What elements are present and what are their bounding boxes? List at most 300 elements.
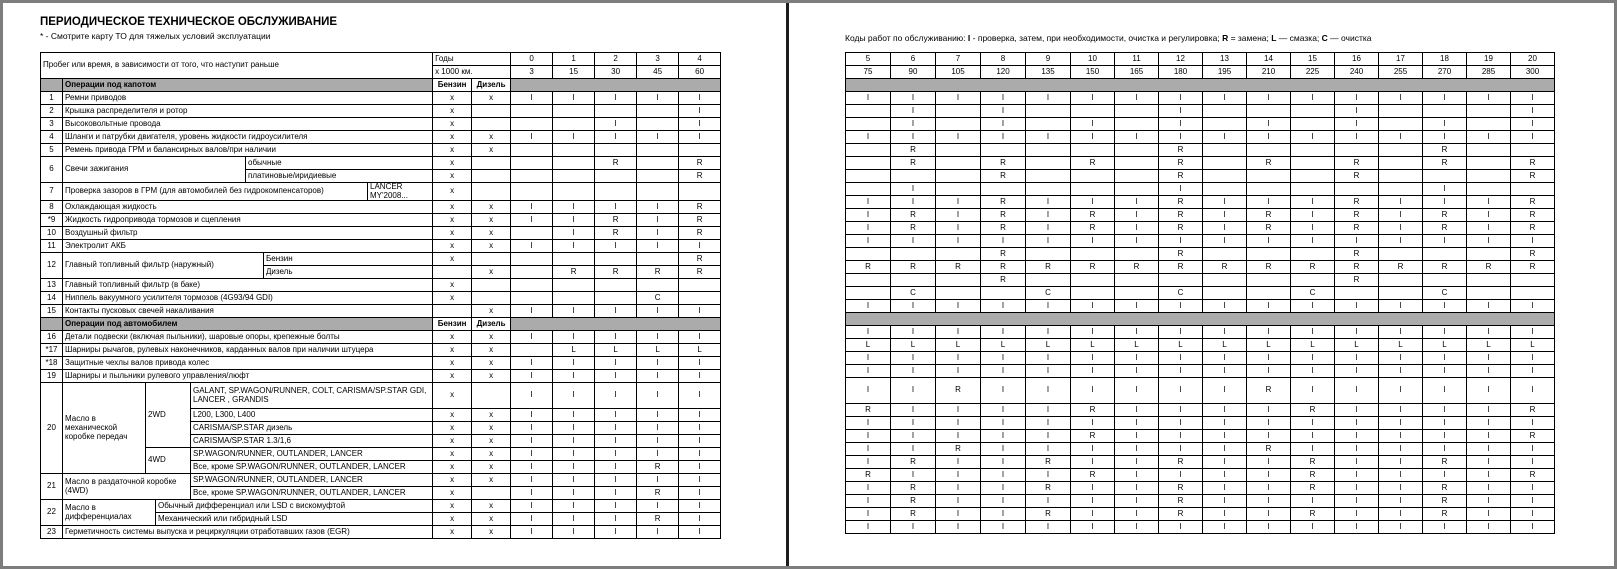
service-code-cell	[1467, 287, 1511, 300]
service-code-cell	[1291, 157, 1335, 170]
fuel-applicability-mark: х	[472, 474, 511, 487]
km-column-header: 30	[595, 66, 637, 79]
service-code-cell: I	[595, 305, 637, 318]
service-code-cell: I	[1026, 495, 1071, 508]
service-code-cell	[679, 183, 721, 201]
service-code-cell: I	[1291, 300, 1335, 313]
service-code-cell: I	[637, 227, 679, 240]
operation-description: Воздушный фильтр	[63, 227, 433, 240]
service-code-cell: R	[1335, 209, 1379, 222]
service-code-cell: R	[595, 266, 637, 279]
service-code-cell	[1511, 183, 1555, 196]
service-code-cell	[1026, 170, 1071, 183]
service-code-cell	[1203, 248, 1247, 261]
service-code-cell: I	[1467, 378, 1511, 404]
service-code-cell: C	[1159, 287, 1203, 300]
fuel-applicability-mark: х	[433, 170, 472, 183]
service-code-cell	[1159, 274, 1203, 287]
fuel-applicability-mark: х	[433, 144, 472, 157]
service-code-cell	[511, 344, 553, 357]
service-code-cell: I	[1071, 196, 1115, 209]
service-code-cell: I	[679, 357, 721, 370]
service-code-cell: R	[679, 253, 721, 266]
operation-description: обычные	[246, 157, 433, 170]
service-code-cell: R	[553, 266, 595, 279]
fuel-applicability-mark: х	[433, 240, 472, 253]
service-code-cell: I	[1423, 326, 1467, 339]
service-code-cell: I	[1467, 326, 1511, 339]
fuel-applicability-mark: х	[433, 448, 472, 461]
service-code-cell: I	[1203, 430, 1247, 443]
service-code-cell: I	[1291, 196, 1335, 209]
service-code-cell: I	[936, 495, 981, 508]
service-code-cell: I	[1379, 404, 1423, 417]
fuel-applicability-mark: х	[433, 357, 472, 370]
service-code-cell: I	[595, 474, 637, 487]
row-number: 22	[41, 500, 63, 526]
service-code-cell: I	[1026, 222, 1071, 235]
service-code-cell	[553, 183, 595, 201]
service-code-cell	[1335, 287, 1379, 300]
service-code-cell: I	[1159, 378, 1203, 404]
service-code-cell: I	[679, 461, 721, 474]
operation-description: SP.WAGON/RUNNER, OUTLANDER, LANCER	[191, 474, 433, 487]
service-code-cell: R	[891, 482, 936, 495]
service-code-cell: I	[1159, 521, 1203, 534]
service-code-cell: R	[1423, 495, 1467, 508]
mileage-header-cell: Пробег или время, в зависимости от того, что наступит раньше	[41, 53, 433, 79]
service-code-cell: R	[1159, 170, 1203, 183]
service-code-cell: I	[637, 131, 679, 144]
fuel-applicability-mark: х	[472, 144, 511, 157]
fuel-applicability-mark: х	[433, 461, 472, 474]
service-code-cell	[1026, 118, 1071, 131]
fuel-applicability-mark: х	[472, 344, 511, 357]
operation-description: Главный топливный фильтр (наружный)	[63, 253, 264, 279]
service-code-cell	[553, 292, 595, 305]
service-code-cell: R	[1511, 404, 1555, 417]
service-code-cell: L	[1379, 339, 1423, 352]
service-code-cell	[846, 287, 891, 300]
fuel-applicability-mark: х	[472, 435, 511, 448]
service-code-cell: I	[1335, 404, 1379, 417]
service-code-cell: I	[846, 430, 891, 443]
service-code-cell: L	[1511, 339, 1555, 352]
service-code-cell	[553, 144, 595, 157]
service-code-cell: R	[936, 261, 981, 274]
service-code-cell: I	[1291, 92, 1335, 105]
fuel-applicability-mark: х	[433, 157, 472, 170]
year-column-header: 2	[595, 53, 637, 66]
service-code-cell: I	[1335, 430, 1379, 443]
service-code-cell: R	[1511, 209, 1555, 222]
service-code-cell	[1115, 170, 1159, 183]
service-code-cell: I	[595, 461, 637, 474]
service-code-cell: I	[846, 521, 891, 534]
service-code-cell	[595, 105, 637, 118]
service-code-cell: I	[637, 383, 679, 409]
service-code-cell	[1247, 287, 1291, 300]
service-code-cell: I	[846, 196, 891, 209]
service-code-cell: I	[1423, 235, 1467, 248]
service-code-cell: L	[553, 344, 595, 357]
service-code-cell: I	[1115, 235, 1159, 248]
service-code-cell	[679, 144, 721, 157]
service-code-cell: I	[511, 357, 553, 370]
service-code-cell: I	[846, 209, 891, 222]
km-column-header: 300	[1511, 66, 1555, 79]
service-code-cell: I	[1511, 443, 1555, 456]
service-code-cell: I	[553, 487, 595, 500]
service-code-cell	[1423, 248, 1467, 261]
service-code-cell	[511, 105, 553, 118]
fuel-applicability-mark: х	[472, 240, 511, 253]
service-code-cell: R	[1423, 261, 1467, 274]
service-code-cell: I	[1203, 443, 1247, 456]
service-code-cell	[1026, 144, 1071, 157]
operation-description: Свечи зажигания	[63, 157, 246, 183]
service-code-cell: I	[1467, 443, 1511, 456]
service-code-cell: I	[981, 300, 1026, 313]
service-code-cell: I	[679, 474, 721, 487]
service-code-cell: I	[1423, 131, 1467, 144]
service-code-cell: I	[846, 222, 891, 235]
service-code-cell: I	[595, 513, 637, 526]
service-code-cell: I	[1379, 495, 1423, 508]
service-code-cell: R	[891, 261, 936, 274]
service-code-cell: I	[1467, 417, 1511, 430]
service-code-cell: R	[1159, 482, 1203, 495]
service-code-cell: L	[1291, 339, 1335, 352]
fuel-applicability-mark: х	[433, 292, 472, 305]
operation-description: SP.WAGON/RUNNER, OUTLANDER, LANCER	[191, 448, 433, 461]
service-code-cell: R	[1291, 404, 1335, 417]
service-code-cell	[511, 253, 553, 266]
service-code-cell: I	[1159, 300, 1203, 313]
service-code-cell: I	[679, 487, 721, 500]
service-code-cell: I	[553, 331, 595, 344]
service-code-cell: I	[1467, 300, 1511, 313]
row-number: 16	[41, 331, 63, 344]
section-header: Операции под капотом	[63, 79, 433, 92]
service-code-cell: I	[1335, 352, 1379, 365]
year-column-header: 16	[1335, 53, 1379, 66]
service-code-cell	[936, 170, 981, 183]
operation-description: Жидкость гидропривода тормозов и сцепления	[63, 214, 433, 227]
service-code-cell: I	[891, 365, 936, 378]
operation-description: Масло в дифференциалах	[63, 500, 156, 526]
service-code-cell: I	[553, 500, 595, 513]
service-code-cell: I	[1511, 118, 1555, 131]
service-code-cell: R	[1467, 261, 1511, 274]
service-code-cell: I	[679, 526, 721, 539]
service-code-cell: R	[981, 222, 1026, 235]
service-code-cell	[846, 105, 891, 118]
service-code-cell	[936, 118, 981, 131]
service-code-cell: I	[1291, 222, 1335, 235]
service-code-cell: I	[1159, 430, 1203, 443]
service-code-cell: I	[1511, 495, 1555, 508]
service-code-cell: I	[936, 430, 981, 443]
service-code-cell: I	[1203, 378, 1247, 404]
operation-description: Бензин	[264, 253, 433, 266]
service-code-cell: R	[1203, 261, 1247, 274]
service-code-cell	[511, 157, 553, 170]
fuel-applicability-mark: х	[472, 214, 511, 227]
service-code-cell: I	[1379, 352, 1423, 365]
service-code-cell	[1467, 248, 1511, 261]
service-code-cell: I	[1115, 508, 1159, 521]
service-code-cell: L	[1247, 339, 1291, 352]
service-code-cell	[891, 170, 936, 183]
service-code-cell: R	[1511, 469, 1555, 482]
service-code-cell	[1467, 157, 1511, 170]
service-code-cell: I	[936, 521, 981, 534]
service-code-cell: R	[981, 274, 1026, 287]
section-header: Операции под автомобилем	[63, 318, 433, 331]
service-code-cell: I	[553, 240, 595, 253]
operation-description: CARISMA/SP.STAR дизель	[191, 422, 433, 435]
service-code-cell: R	[595, 157, 637, 170]
service-code-cell	[1423, 170, 1467, 183]
service-code-cell	[846, 248, 891, 261]
fuel-applicability-mark: х	[433, 253, 472, 266]
service-code-cell	[1247, 144, 1291, 157]
service-code-cell	[1511, 274, 1555, 287]
service-code-cell: I	[1423, 92, 1467, 105]
row-number: 15	[41, 305, 63, 318]
km-column-header: 105	[936, 66, 981, 79]
service-code-cell: I	[595, 500, 637, 513]
service-code-cell	[637, 118, 679, 131]
service-code-cell: I	[1423, 196, 1467, 209]
service-code-cell	[553, 279, 595, 292]
service-code-cell: I	[637, 201, 679, 214]
service-code-cell: I	[846, 300, 891, 313]
service-code-cell: L	[1115, 339, 1159, 352]
service-code-cell: I	[891, 300, 936, 313]
km-column-header: 180	[1159, 66, 1203, 79]
service-code-cell: I	[1247, 521, 1291, 534]
service-code-cell: I	[1423, 352, 1467, 365]
service-code-cell	[1291, 144, 1335, 157]
service-code-cell: I	[1379, 521, 1423, 534]
service-code-cell: I	[637, 305, 679, 318]
service-code-cell: R	[1159, 157, 1203, 170]
service-code-cell: I	[1159, 469, 1203, 482]
service-code-cell: L	[1026, 339, 1071, 352]
service-code-cell: I	[637, 92, 679, 105]
service-code-cell	[1335, 183, 1379, 196]
service-code-cell: I	[1203, 300, 1247, 313]
service-code-cell: I	[846, 92, 891, 105]
service-code-cell: I	[1159, 365, 1203, 378]
fuel-applicability-mark: х	[433, 279, 472, 292]
service-code-cell: I	[1115, 482, 1159, 495]
service-code-cell: I	[1026, 430, 1071, 443]
service-code-cell: C	[637, 292, 679, 305]
service-code-cell: I	[1071, 352, 1115, 365]
service-code-cell	[1071, 183, 1115, 196]
service-code-cell: I	[1511, 131, 1555, 144]
service-code-cell: I	[511, 474, 553, 487]
service-code-cell	[936, 287, 981, 300]
service-code-cell: I	[981, 365, 1026, 378]
fuel-applicability-mark: х	[472, 500, 511, 513]
service-code-cell: I	[936, 469, 981, 482]
service-code-cell: R	[1159, 209, 1203, 222]
operation-description: Обычный дифференциал или LSD с вискомуфтой	[156, 500, 433, 513]
service-code-cell: R	[1159, 248, 1203, 261]
service-code-cell: I	[595, 422, 637, 435]
service-code-cell: R	[1247, 378, 1291, 404]
row-number: 8	[41, 201, 63, 214]
service-code-cell	[1203, 157, 1247, 170]
service-code-cell: I	[1379, 430, 1423, 443]
service-code-cell: L	[679, 344, 721, 357]
service-code-cell: I	[1071, 508, 1115, 521]
service-code-cell	[1203, 105, 1247, 118]
service-code-cell: I	[1467, 365, 1511, 378]
fuel-column-header: Дизель	[472, 79, 511, 92]
service-code-cell: I	[679, 500, 721, 513]
service-code-cell: R	[981, 196, 1026, 209]
operation-description: CARISMA/SP.STAR 1.3/1,6	[191, 435, 433, 448]
service-code-cell	[1467, 274, 1511, 287]
service-code-cell: I	[553, 214, 595, 227]
service-code-cell: I	[1467, 469, 1511, 482]
service-code-cell	[553, 118, 595, 131]
fuel-column-header: Бензин	[433, 318, 472, 331]
service-code-cell: I	[1071, 482, 1115, 495]
service-code-cell: I	[553, 357, 595, 370]
fuel-applicability-mark	[472, 118, 511, 131]
service-code-cell: I	[936, 352, 981, 365]
service-code-cell: I	[1159, 326, 1203, 339]
page-title: ПЕРИОДИЧЕСКОЕ ТЕХНИЧЕСКОЕ ОБСЛУЖИВАНИЕ	[40, 16, 338, 28]
operation-description: Механический или гибридный LSD	[156, 513, 433, 526]
service-code-cell: I	[553, 409, 595, 422]
service-code-cell: I	[553, 422, 595, 435]
service-code-cell: I	[511, 513, 553, 526]
service-code-cell: R	[1379, 261, 1423, 274]
row-number: *17	[41, 344, 63, 357]
service-code-cell: I	[981, 404, 1026, 417]
service-code-cell: R	[891, 495, 936, 508]
service-code-cell: R	[1291, 508, 1335, 521]
service-code-cell: I	[637, 331, 679, 344]
km-column-header: 135	[1026, 66, 1071, 79]
service-code-cell: R	[1423, 144, 1467, 157]
row-number: 3	[41, 118, 63, 131]
km-column-header: 90	[891, 66, 936, 79]
service-code-cell: I	[1247, 469, 1291, 482]
operation-description: Охлаждающая жидкость	[63, 201, 433, 214]
service-code-cell: I	[1115, 326, 1159, 339]
fuel-applicability-mark	[472, 105, 511, 118]
service-code-cell	[1247, 170, 1291, 183]
service-code-cell: I	[1026, 326, 1071, 339]
service-code-cell: I	[1335, 378, 1379, 404]
service-code-cell	[1467, 118, 1511, 131]
service-code-cell: I	[1071, 417, 1115, 430]
service-code-cell: I	[1379, 300, 1423, 313]
service-code-cell: I	[1115, 352, 1159, 365]
service-code-cell	[1071, 170, 1115, 183]
service-code-cell: I	[981, 469, 1026, 482]
service-code-cell: I	[637, 409, 679, 422]
service-code-cell: R	[1335, 274, 1379, 287]
service-code-letter: С	[1321, 33, 1328, 43]
service-code-cell: R	[891, 456, 936, 469]
service-code-cell	[679, 292, 721, 305]
fuel-applicability-mark: х	[472, 370, 511, 383]
service-code-cell: C	[1026, 287, 1071, 300]
km-column-header: 3	[511, 66, 553, 79]
service-code-cell: I	[1291, 209, 1335, 222]
service-code-cell: I	[1335, 443, 1379, 456]
fuel-applicability-mark: х	[433, 500, 472, 513]
service-code-cell	[936, 183, 981, 196]
km-column-header: 60	[679, 66, 721, 79]
service-code-cell: I	[1071, 456, 1115, 469]
service-code-cell: L	[936, 339, 981, 352]
service-code-cell: I	[846, 326, 891, 339]
year-column-header: 14	[1247, 53, 1291, 66]
service-code-cell: L	[1335, 339, 1379, 352]
service-code-cell: R	[891, 508, 936, 521]
service-code-cell	[679, 279, 721, 292]
service-code-cell: I	[981, 430, 1026, 443]
service-code-cell: I	[511, 201, 553, 214]
service-code-cell	[511, 227, 553, 240]
service-code-cell: I	[1335, 300, 1379, 313]
km-column-header: 75	[846, 66, 891, 79]
service-code-cell	[1511, 287, 1555, 300]
legend-text: — очистка	[1327, 33, 1372, 43]
service-code-cell: I	[1071, 495, 1115, 508]
service-code-cell	[1379, 183, 1423, 196]
row-number: 2	[41, 105, 63, 118]
service-code-cell	[1115, 287, 1159, 300]
service-code-cell	[846, 144, 891, 157]
service-code-cell: I	[1291, 443, 1335, 456]
fuel-column-header: Бензин	[433, 79, 472, 92]
row-number: 7	[41, 183, 63, 201]
service-code-cell: R	[1291, 456, 1335, 469]
service-code-cell: I	[1115, 417, 1159, 430]
fuel-applicability-mark: х	[433, 383, 472, 409]
service-code-cell: L	[981, 339, 1026, 352]
service-code-cell: R	[595, 227, 637, 240]
row-number: 4	[41, 131, 63, 144]
service-code-cell: I	[679, 305, 721, 318]
service-code-cell	[511, 183, 553, 201]
service-code-cell: I	[891, 235, 936, 248]
service-code-cell: I	[1115, 443, 1159, 456]
row-number: 19	[41, 370, 63, 383]
service-code-cell	[1203, 274, 1247, 287]
service-code-cell: I	[891, 326, 936, 339]
service-code-cell: I	[846, 508, 891, 521]
service-code-cell: I	[1115, 209, 1159, 222]
service-code-cell: I	[553, 92, 595, 105]
service-code-cell: I	[1379, 469, 1423, 482]
service-code-cell	[1423, 105, 1467, 118]
service-code-cell: I	[637, 240, 679, 253]
row-number: 5	[41, 144, 63, 157]
service-code-cell: I	[1423, 404, 1467, 417]
